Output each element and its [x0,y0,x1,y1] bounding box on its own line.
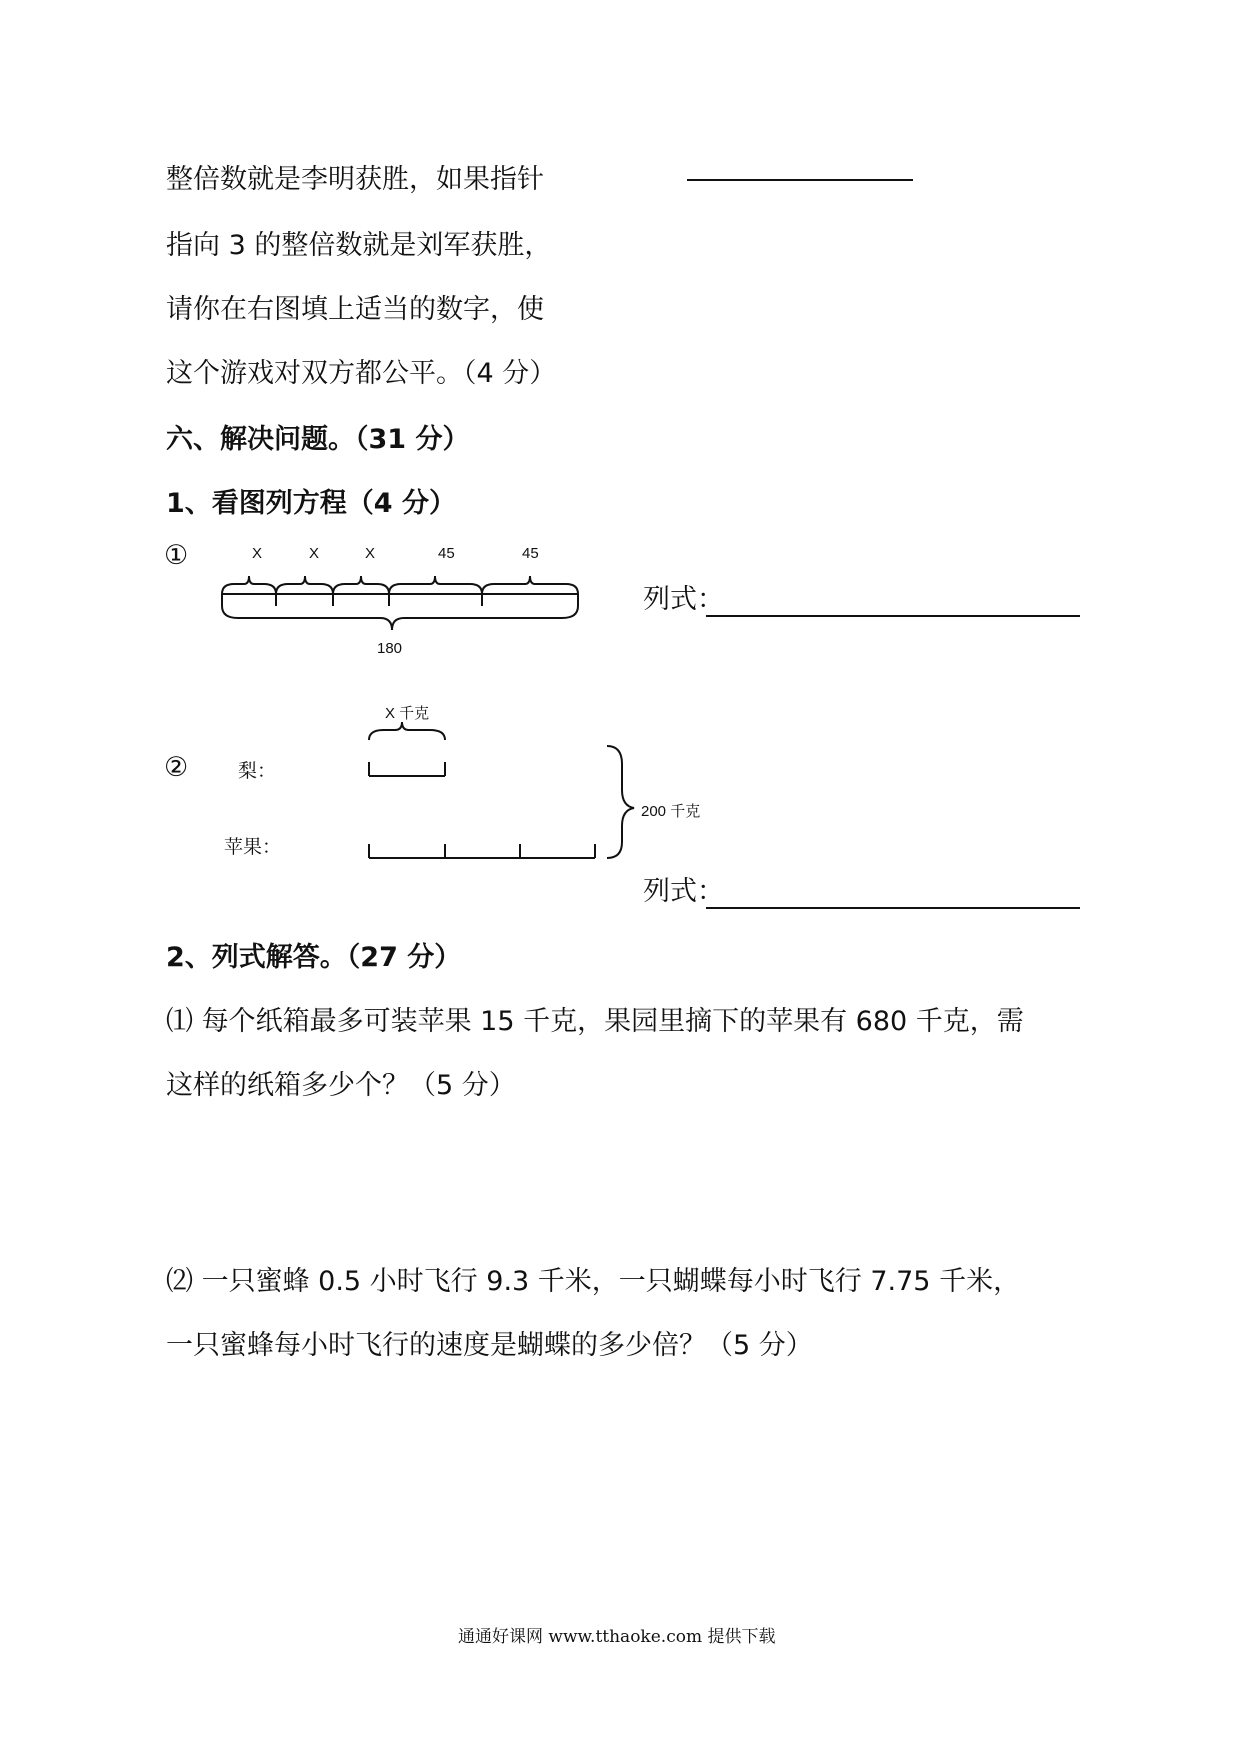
diagram2-total: 200 千克 [641,803,701,820]
q2-title: 2、列式解答。（27 分） [166,942,462,973]
footer-credit: 通通好课网 www.tthaoke.com 提供下载 [458,1627,776,1647]
diagram1-bar [222,576,578,630]
total-brace [607,746,634,858]
diagram1-label-x3: X [365,545,376,562]
diagram1-label-x2: X [309,545,320,562]
pear-label: 梨： [238,760,277,782]
brace-45a [389,576,482,594]
diagram2-bars [369,722,634,858]
diagram1-marker: ① [164,540,189,571]
diagram2-marker: ② [164,752,189,783]
diagram1-label-45a: 45 [438,545,455,562]
diagram1-label-x1: X [252,545,263,562]
diagram2-answer-label: 列式： [643,876,724,907]
brace-x1 [222,576,276,594]
intro-line-3: 请你在右图填上适当的数字，使 [166,294,544,325]
brace-x3 [333,576,389,594]
q1-title: 1、看图列方程（4 分） [166,488,456,519]
q2-p2-line-2: 一只蜜蜂每小时飞行的速度是蝴蝶的多少倍？（5 分） [166,1330,813,1361]
intro-line-1: 整倍数就是李明获胜，如果指针 [166,164,544,195]
q2-p2-line-1: ⑵ 一只蜜蜂 0.5 小时飞行 9.3 千米，一只蝴蝶每小时飞行 7.75 千米， [166,1266,1021,1297]
brace-45b [482,576,578,594]
pear-unit-brace [369,722,445,740]
apple-label: 苹果： [224,836,282,858]
pear-unit-label: X 千克 [385,705,430,722]
diagram1-total: 180 [377,640,403,657]
q2-p1-line-1: ⑴ 每个纸箱最多可装苹果 15 千克，果园里摘下的苹果有 680 千克，需 [166,1006,1024,1037]
section-six-title: 六、解决问题。（31 分） [166,424,470,455]
intro-line-2: 指向 3 的整倍数就是刘军获胜， [166,230,552,261]
q2-p1-line-2: 这样的纸箱多少个？（5 分） [166,1070,516,1101]
brace-x2 [276,576,333,594]
diagram1-label-45b: 45 [522,545,539,562]
intro-line-4: 这个游戏对双方都公平。（4 分） [166,358,557,389]
diagram1-answer-label: 列式： [643,584,724,615]
brace-total [222,606,578,630]
